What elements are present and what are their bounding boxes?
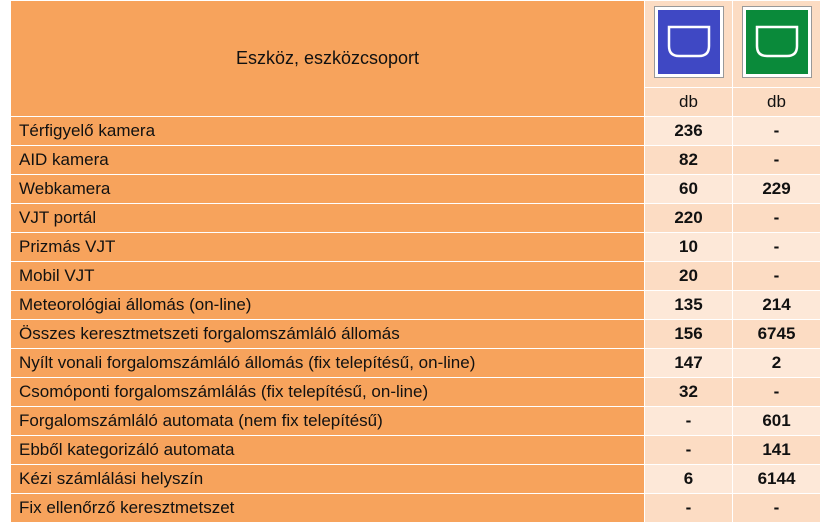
row-main-road-count: 2 — [733, 349, 821, 378]
table-row — [11, 378, 821, 407]
header-row — [11, 1, 821, 88]
row-label: Meteorológiai állomás (on-line) — [11, 291, 645, 320]
row-motorway-count: 32 — [645, 378, 733, 407]
table-row — [11, 494, 821, 523]
motorway-shield-icon — [655, 7, 723, 77]
motorway-sign-cell — [645, 1, 733, 88]
row-main-road-count: - — [733, 117, 821, 146]
main-road-sign-cell — [733, 1, 821, 88]
row-label: Nyílt vonali forgalomszámláló állomás (fix telepítésű, on-line) — [11, 349, 645, 378]
table-row — [11, 407, 821, 436]
row-motorway-count: 135 — [645, 291, 733, 320]
row-main-road-count: 229 — [733, 175, 821, 204]
row-label: Webkamera — [11, 175, 645, 204]
row-motorway-count: - — [645, 407, 733, 436]
unit-col2: db — [733, 88, 821, 117]
row-motorway-count: 236 — [645, 117, 733, 146]
table-row — [11, 146, 821, 175]
row-motorway-count: 147 — [645, 349, 733, 378]
row-label: Fix ellenőrző keresztmetszet — [11, 494, 645, 523]
row-main-road-count: - — [733, 233, 821, 262]
table-row — [11, 262, 821, 291]
row-main-road-count: 141 — [733, 436, 821, 465]
row-label: Összes keresztmetszeti forgalomszámláló állomás — [11, 320, 645, 349]
row-motorway-count: - — [645, 494, 733, 523]
row-motorway-count: 82 — [645, 146, 733, 175]
row-motorway-count: 20 — [645, 262, 733, 291]
row-label: Térfigyelő kamera — [11, 117, 645, 146]
row-main-road-count: - — [733, 204, 821, 233]
row-label: Mobil VJT — [11, 262, 645, 291]
category-header — [11, 1, 645, 117]
table-row — [11, 204, 821, 233]
table-row — [11, 465, 821, 494]
device-table — [10, 0, 821, 523]
row-label: VJT portál — [11, 204, 645, 233]
row-label: Csomóponti forgalomszámlálás (fix telepítésű, on-line) — [11, 378, 645, 407]
main-road-shield-icon — [743, 7, 811, 77]
table-row — [11, 291, 821, 320]
row-main-road-count: - — [733, 146, 821, 175]
row-main-road-count: - — [733, 494, 821, 523]
row-motorway-count: 220 — [645, 204, 733, 233]
table-row — [11, 436, 821, 465]
row-motorway-count: 156 — [645, 320, 733, 349]
table-row — [11, 349, 821, 378]
row-main-road-count: 214 — [733, 291, 821, 320]
row-label: Ebből kategorizáló automata — [11, 436, 645, 465]
table-row — [11, 117, 821, 146]
row-motorway-count: 60 — [645, 175, 733, 204]
row-main-road-count: 6144 — [733, 465, 821, 494]
row-main-road-count: - — [733, 378, 821, 407]
category-title: Eszköz, eszközcsoport — [235, 48, 420, 68]
row-label: Forgalomszámláló automata (nem fix telepítésű) — [11, 407, 645, 436]
row-motorway-count: 10 — [645, 233, 733, 262]
table-row — [11, 320, 821, 349]
row-label: Prizmás VJT — [11, 233, 645, 262]
table-row — [11, 233, 821, 262]
row-main-road-count: - — [733, 262, 821, 291]
row-label: Kézi számlálási helyszín — [11, 465, 645, 494]
row-main-road-count: 6745 — [733, 320, 821, 349]
table-row — [11, 175, 821, 204]
row-label: AID kamera — [11, 146, 645, 175]
unit-col1: db — [645, 88, 733, 117]
row-motorway-count: - — [645, 436, 733, 465]
row-motorway-count: 6 — [645, 465, 733, 494]
row-main-road-count: 601 — [733, 407, 821, 436]
